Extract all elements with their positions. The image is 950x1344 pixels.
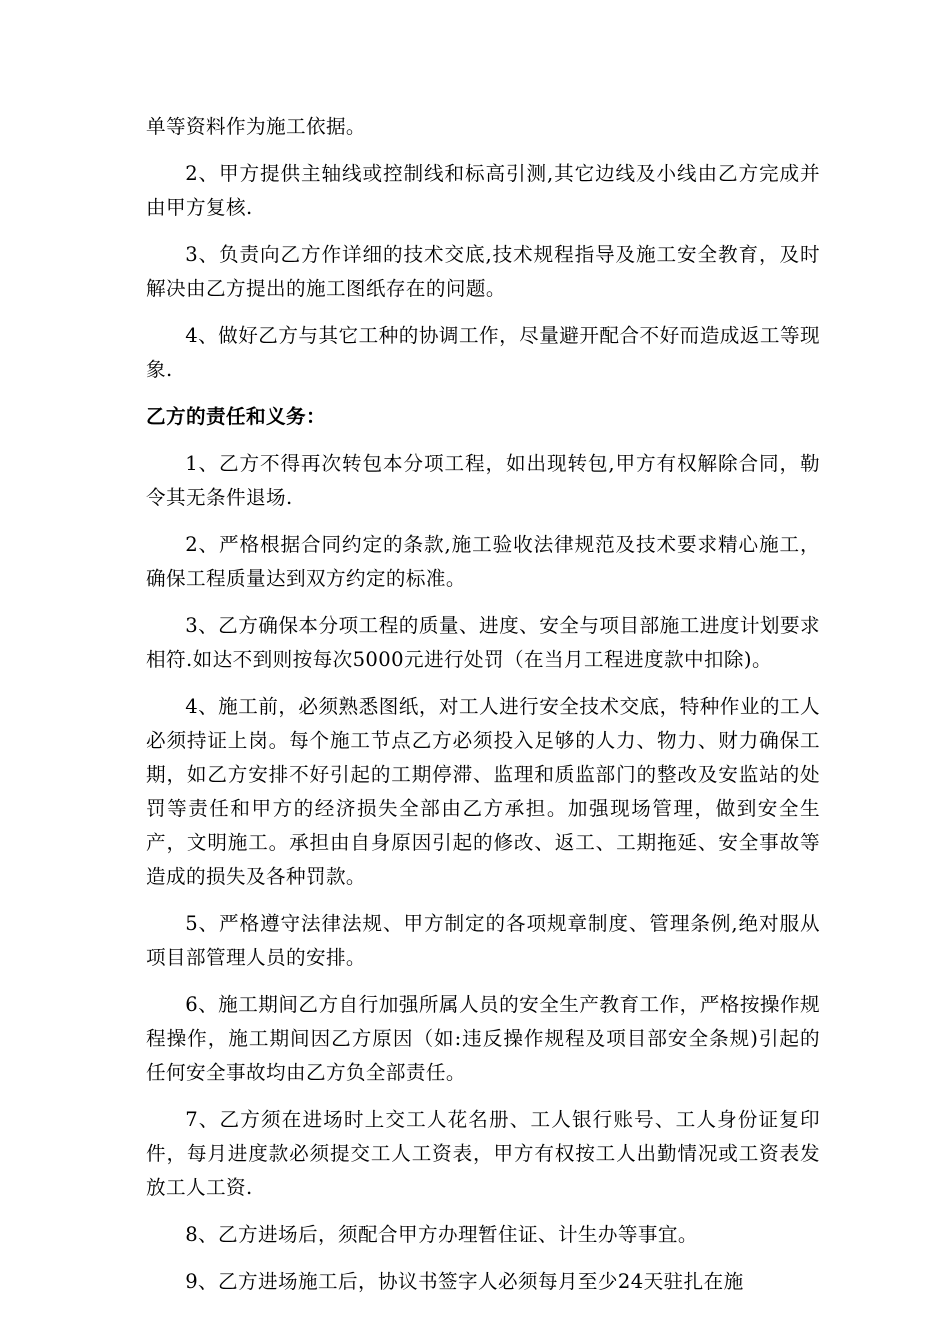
yi-item-4: 4、施工前，必须熟悉图纸，对工人进行安全技术交底，特种作业的工人必须持证上岗。每个施工节点乙方必须投入足够的人力、物力、财力确保工期，如乙方安排不好引起的工期停滞、监理和质监部门的整改及安监站的处罚等责任和甲方的经济损失全部由乙方承担。加强现场管理，做到安全生产，文明施工。承担由自身原因引起的修改、返工、工期拖延、安全事故等造成的损失及各种罚款。 — [146, 695, 820, 888]
yi-item-2: 2、严格根据合同约定的条款,施工验收法律规范及技术要求精心施工，确保工程质量达到双方约定的标准。 — [146, 533, 820, 590]
jia-item-3: 3、负责向乙方作详细的技术交底,技术规程指导及施工安全教育，及时解决由乙方提出的施工图纸存在的问题。 — [146, 243, 820, 300]
yi-item-8: 8、乙方进场后，须配合甲方办理暂住证、计生办等事宜。 — [185, 1223, 698, 1246]
paragraph-continued: 单等资料作为施工依据。 — [146, 115, 366, 138]
yi-item-1: 1、乙方不得再次转包本分项工程，如出现转包,甲方有权解除合同，勒令其无条件退场. — [146, 452, 820, 509]
document-page — [146, 110, 820, 1312]
yi-item-7: 7、乙方须在进场时上交工人花名册、工人银行账号、工人身份证复印件，每月进度款必须提交工人工资表，甲方有权按工人出勤情况或工资表发放工人工资. — [146, 1108, 820, 1199]
yi-item-5: 5、严格遵守法律法规、甲方制定的各项规章制度、管理条例,绝对服从项目部管理人员的安排。 — [146, 912, 820, 969]
yi-item-3: 3、乙方确保本分项工程的质量、进度、安全与项目部施工进度计划要求相符.如达不到则按每次5000元进行处罚（在当月工程进度款中扣除)。 — [146, 614, 820, 671]
yi-item-6: 6、施工期间乙方自行加强所属人员的安全生产教育工作，严格按操作规程操作，施工期间因乙方原因（如:违反操作规程及项目部安全条规)引起的任何安全事故均由乙方负全部责任。 — [146, 993, 820, 1084]
jia-item-4: 4、做好乙方与其它工种的协调工作，尽量避开配合不好而造成返工等现象. — [146, 324, 820, 381]
jia-item-2: 2、甲方提供主轴线或控制线和标高引测,其它边线及小线由乙方完成并由甲方复核. — [146, 162, 820, 219]
yi-item-9: 9、乙方进场施工后，协议书签字人必须每月至少24天驻扎在施 — [185, 1270, 744, 1293]
section-heading-yi: 乙方的责任和义务： — [146, 405, 326, 428]
